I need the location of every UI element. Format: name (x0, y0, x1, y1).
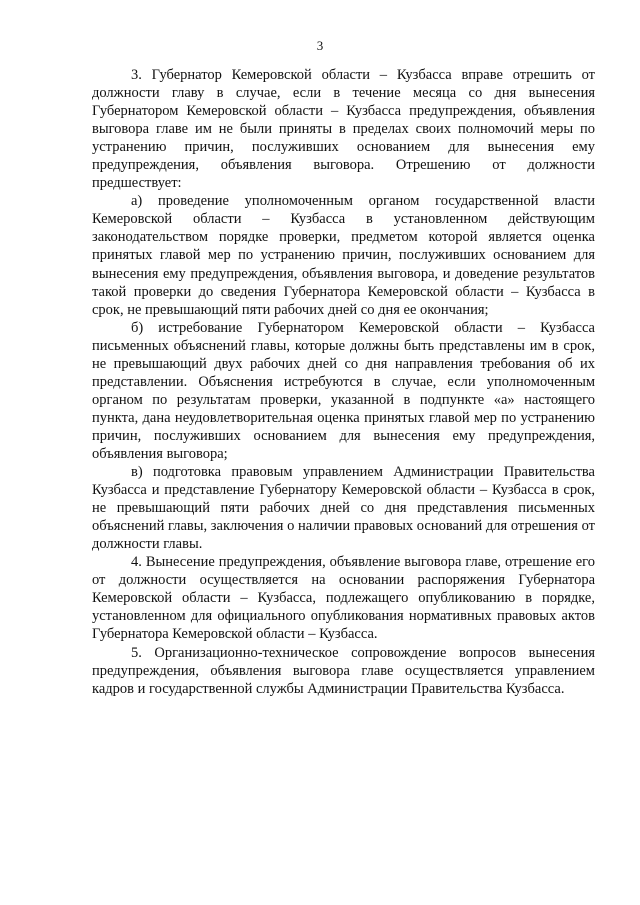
page-number: 3 (316, 38, 324, 53)
subparagraph-a: а) проведение уполномоченным органом государственной власти Кемеровской области – Кузбасса в установленном действующим законодательством порядке проверки, предметом которой является оценка принятых главой мер по устранению причин, послуживших основанием для вынесения ему предупреждения, объявления выговора, и доведение результатов такой проверки до сведения Губернатора Кемеровской области – Кузбасса в срок, не превышающий пяти рабочих дней со дня ее окончания; (92, 193, 595, 318)
subparagraph-v: в) подготовка правовым управлением Администрации Правительства Кузбасса и представление Губернатору Кемеровской области – Кузбасса в срок, не превышающий пяти рабочих дней со дня представления письменных объяснений главы, заключения о наличии правовых оснований для отрешения от должности главы. (92, 464, 595, 553)
paragraph-item-3: 3. Губернатор Кемеровской области – Кузбасса вправе отрешить от должности главу в случае, если в течение месяца со дня вынесения Губернатором Кемеровской области – Кузбасса предупреждения, объявления выговора главе им не были приняты в пределах своих полномочий меры по устранению причин, послуживших основанием для вынесения ему предупреждения, объявления выговора. Отрешению от должности предшествует: (92, 67, 595, 192)
document-body (92, 66, 595, 698)
subparagraph-b: б) истребование Губернатором Кемеровской области – Кузбасса письменных объяснений главы, которые должны быть представлены им в срок, не превышающий двух рабочих дней со дня направления требования об их представлении. Объяснения истребуются в случае, если уполномоченным органом по результатам проверки, указанной в подпункте «а» настоящего пункта, дана неудовлетворительная оценка принятых главой мер по устранению причин, послуживших основанием для вынесения ему предупреждения, объявления выговора; (92, 319, 595, 462)
paragraph-item-4: 4. Вынесение предупреждения, объявление выговора главе, отрешение его от должности осуществляется на основании распоряжения Губернатора Кемеровской области – Кузбасса, подлежащего опубликованию в порядке, установленном для официального опубликования нормативных правовых актов Губернатора Кемеровской области – Кузбасса. (92, 554, 595, 643)
paragraph-item-5: 5. Организационно-техническое сопровождение вопросов вынесения предупреждения, объявления выговора главе осуществляется управлением кадров и государственной службы Администрации Правительства Кузбасса. (92, 644, 595, 697)
